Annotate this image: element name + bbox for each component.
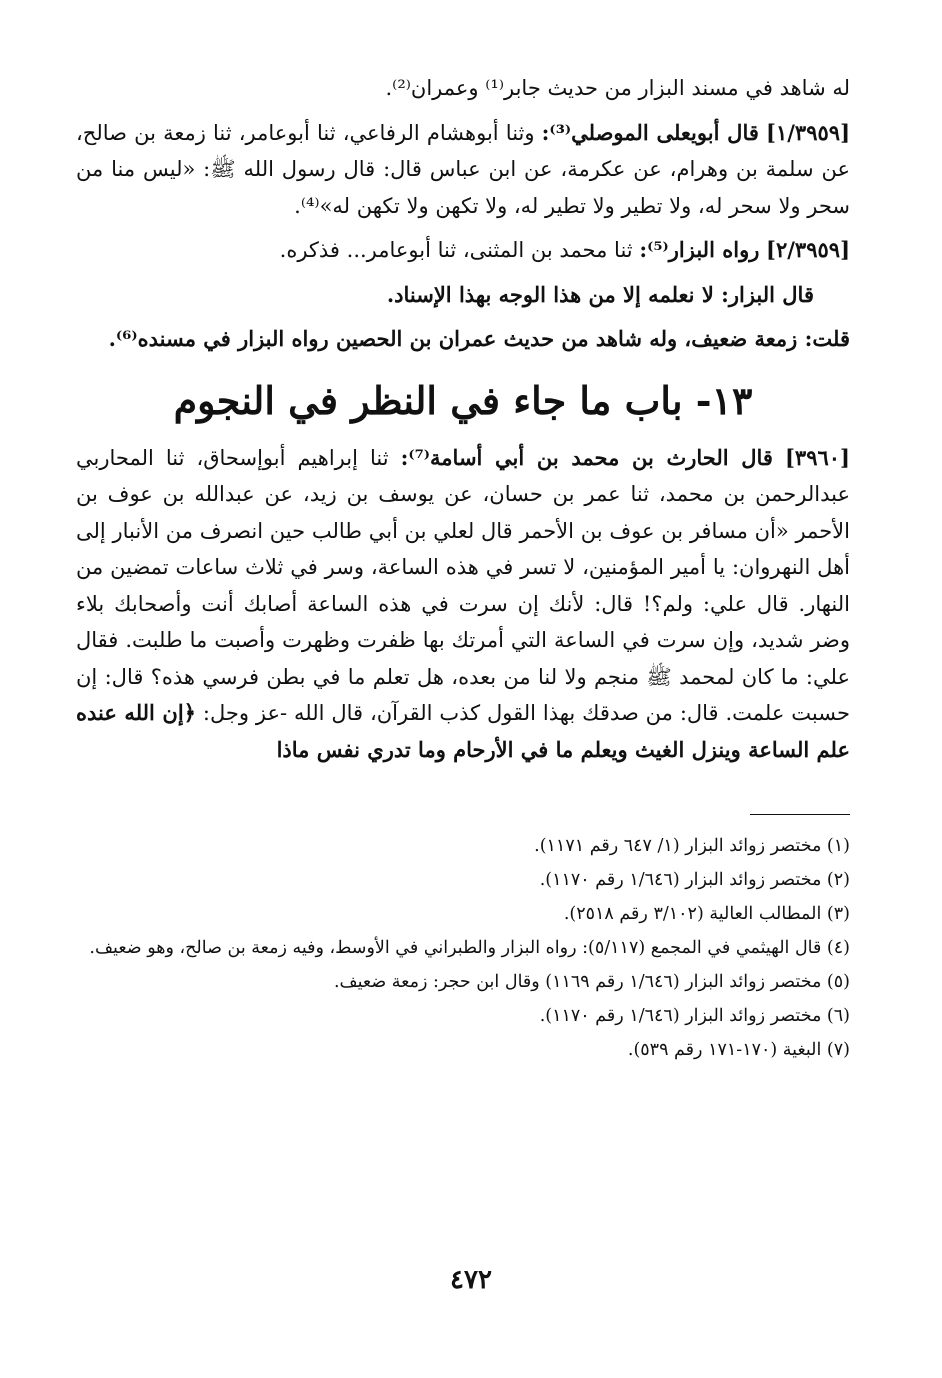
hadith-text: ثنا إبراهيم أبوإسحاق، ثنا المحاربي عبدالرحمن بن محمد، ثنا عمر بن حسان، عن يوسف بن زيد، عن عبدالله بن عوف بن الأحمر «أن مسافر بن عوف بن الأحمر قال لعلي بن أبي طالب حين انصرف من الأنبار إلى أهل النهروان: يا أمير المؤمنين، لا تسر في هذه الساعة، وسر في ثلاث ساعات تمضين من النهار. قال علي: ولم؟! قال: لأنك إن سرت في هذه الساعة أصابك أنت وأصحابك بلاء وضر شديد، وإن سرت في الساعة التي أمرتك بها ظفرت وظهرت وأصبت ما طلبت. فقال علي: ما كان لمحمد ﷺ منجم ولا لنا من بعده، هل تعلم ما في بطن فرسي هذه؟ قال: إن حسبت علمت. قال: من صدقك بهذا القول كذب القرآن، قال الله -عز وجل: [76,445,850,725]
hadith-3959-1 [76,115,850,225]
paragraph-text: قال البزار: لا نعلمه إلا من هذا الوجه بهذا الإسناد. [386,281,814,307]
hadith-number: [٣٩٦٠] [784,444,850,470]
page-number: ٤٧٢ [450,1265,492,1295]
author-comment [76,321,850,358]
footnote-item: (٧) البغية (١٧٠-١٧١ رقم ٥٣٩). [627,1040,850,1060]
paragraph-text: قلت: زمعة ضعيف، وله شاهد من حديث عمران بن الحصين رواه البزار في مسنده⁽⁶⁾. [108,326,850,351]
hadith-number: [١/٣٩٥٩] [766,119,850,145]
footnote-separator [750,814,850,815]
footnote-item: (١) مختصر زوائد البزار (١/ ٦٤٧ رقم ١١٧١). [534,836,850,856]
footnote-item: (٦) مختصر زوائد البزار (١/٦٤٦ رقم ١١٧٠). [539,1006,850,1026]
hadith-source: قال الحارث بن محمد بن أبي أسامة⁽⁷⁾: [400,444,773,470]
footnotes [76,829,850,1067]
hadith-source: قال أبويعلى الموصلي⁽³⁾: [541,119,759,145]
footnote-item: (٣) المطالب العالية (٣/١٠٢ رقم ٢٥١٨). [563,904,850,924]
paragraph-witness [76,70,850,107]
chapter-title: ١٣- باب ما جاء في النظر في النجوم [173,377,753,423]
hadith-number: [٢/٣٩٥٩] [766,237,850,262]
hadith-text: وثنا أبوهشام الرفاعي، ثنا أبوعامر، ثنا زمعة بن صالح، عن سلمة بن وهرام، عن عكرمة، عن ابن عباس قال: قال رسول الله ﷺ: «ليس منا من سحر ولا سحر له، ولا تطير ولا تطير له، ولا تكهن ولا تكهن له»⁽⁴⁾. [76,120,850,218]
bazzar-comment [76,277,850,314]
footnote-item: (٥) مختصر زوائد البزار (١/٦٤٦ رقم ١١٦٩) وقال ابن حجر: زمعة ضعيف. [333,972,850,992]
hadith-3960 [76,440,850,769]
hadith-text: ثنا محمد بن المثنى، ثنا أبوعامر... فذكره. [279,238,633,262]
footnote-item: (٤) قال الهيثمي في المجمع (٥/١١٧): رواه البزار والطبراني في الأوسط، وفيه زمعة بن صالح، وهو ضعيف. [89,938,850,958]
footnote-item: (٢) مختصر زوائد البزار (١/٦٤٦ رقم ١١٧٠). [539,870,850,890]
quran-verse: ﴿إن الله عنده علم الساعة وينزل الغيث ويعلم ما في الأرحام وما تدري نفس ماذا [76,700,850,762]
hadith-3959-2 [76,232,850,269]
hadith-source: رواه البزار⁽⁵⁾: [639,237,760,262]
paragraph-text: له شاهد في مسند البزار من حديث جابر⁽¹⁾ وعمران⁽²⁾. [385,76,850,100]
